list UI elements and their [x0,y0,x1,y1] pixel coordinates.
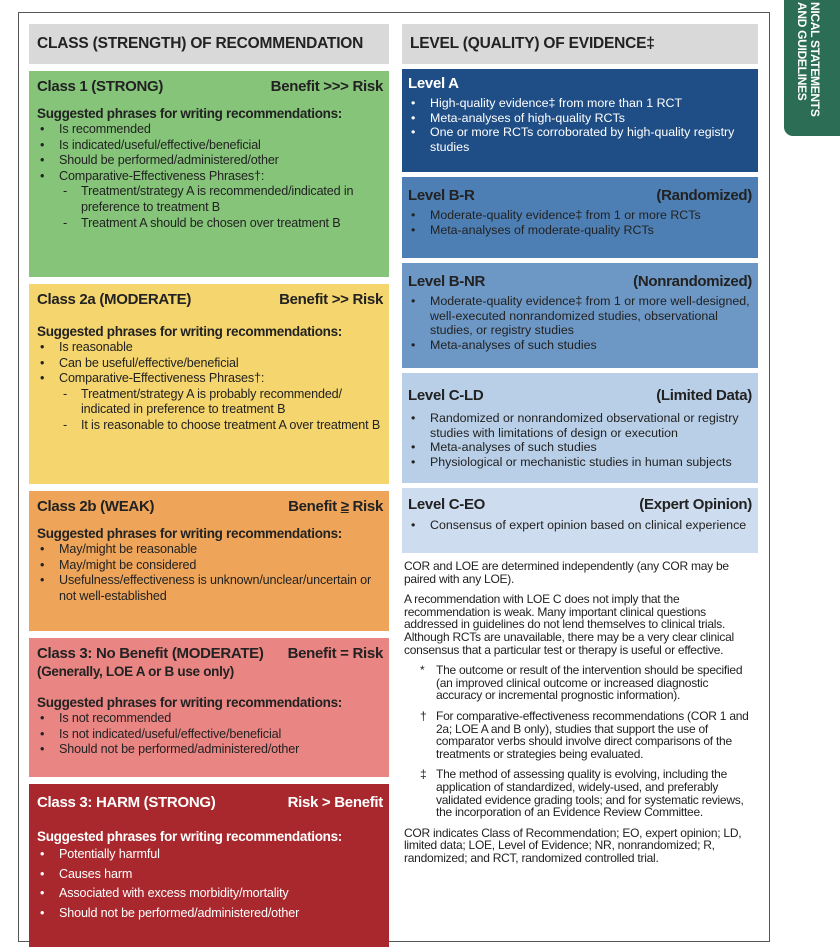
note-paragraph: COR and LOE are determined independently (any COR may be paired with any LOE). [404,559,729,586]
class-1-box [29,71,389,277]
list-subitem: - It is reasonable to choose treatment A over treatment B [37,418,383,434]
class-column-header: CLASS (STRENGTH) OF RECOMMENDATION [29,24,389,64]
class-ratio: Benefit = Risk [287,645,383,662]
class-ratio [288,497,383,516]
level-qualifier: (Expert Opinion) [639,496,752,513]
list-item: • Is reasonable [37,340,383,356]
level-title: Level C-LD [408,387,484,404]
recommendation-table [18,12,770,942]
list-item: • Is recommended [37,122,383,138]
notes-section [402,560,758,864]
list-item: • May/might be reasonable [37,542,383,558]
phrases-label: Suggested phrases for writing recommendations: [37,526,343,541]
footnote-symbol: † [420,708,427,723]
ratio-symbol: ≥ [340,498,349,515]
class-title: Class 3: HARM (STRONG) [37,794,216,811]
level-title: Level C-EO [408,496,486,513]
footnote-text: For comparative-effectiveness recommendations (COR 1 and 2a; LOE A and B only), studies that support the use of comparator verbs should involve direct comparisons of the treatments or strategies being evaluated. [436,708,749,761]
level-qualifier: (Limited Data) [656,387,752,404]
list-item: • Physiological or mechanistic studies in human subjects [408,455,752,470]
level-c-eo-box [402,488,758,553]
class-2a-box [29,284,389,484]
footnote [420,710,756,760]
phrase-list [37,542,383,604]
phrases-label: Suggested phrases for writing recommendations: [37,829,343,844]
side-tab-text [795,2,821,117]
level-title-row [408,386,752,405]
list-item: • Usefulness/effectiveness is unknown/unclear/uncertain or not well-established [37,573,383,604]
list-item: • Potentially harmful [37,845,383,865]
class-3-no-benefit-box [29,638,389,777]
list-item: • One or more RCTs corroborated by high-quality registry studies [408,125,752,154]
list-item: • Comparative-Effectiveness Phrases†: [37,169,383,185]
list-item: • Meta-analyses of high-quality RCTs [408,111,752,126]
level-a-box [402,69,758,172]
ratio-end: Risk [348,498,383,515]
class-subtitle: (Generally, LOE A or B use only) [37,664,234,679]
evidence-list [408,518,752,533]
class-2a-title-row [37,290,383,309]
phrases-label: Suggested phrases for writing recommendations: [37,324,343,339]
level-column [402,24,758,872]
level-b-nr-box [402,263,758,368]
note-paragraph: A recommendation with LOE C does not imply that the recommendation is weak. Many important clinical questions addressed in guidelines do not lend themselves to clinical trials. Although RCTs are unavailable, there may be a very clear clinical consensus that a particular test or therapy is useful or effective. [404,592,734,657]
level-c-ld-box [402,373,758,483]
level-title-row [408,186,752,205]
class-3-no-benefit-title-row [37,644,383,663]
list-item: • Can be useful/effective/beneficial [37,356,383,372]
list-item: • Comparative-Effectiveness Phrases†: [37,371,383,387]
class-ratio: Benefit >> Risk [279,291,383,308]
list-item: • Meta-analyses of such studies [408,440,752,455]
ratio-text: Benefit [288,498,341,515]
phrase-list [37,845,383,923]
list-item: • Is not indicated/useful/effective/beneficial [37,727,383,743]
level-column-header: LEVEL (QUALITY) OF EVIDENCE‡ [402,24,758,64]
list-item: • High-quality evidence‡ from more than 1 RCT [408,96,752,111]
class-3-harm-box [29,784,389,947]
evidence-list [408,208,752,237]
list-item: • Meta-analyses of such studies [408,338,752,353]
side-tab-line-1: NICAL STATEMENTS [808,2,822,117]
class-title: Class 3: No Benefit (MODERATE) [37,645,264,662]
list-subitem: - Treatment/strategy A is probably recommended/ indicated in preference to treatment B [37,387,383,418]
evidence-list [408,411,752,469]
list-item: • Should not be performed/administered/other [37,742,383,758]
list-item: • Should not be performed/administered/other [37,904,383,924]
class-2b-title-row [37,497,383,516]
list-item: • Causes harm [37,865,383,885]
footnote-symbol: ‡ [420,767,427,782]
list-item: • Moderate-quality evidence‡ from 1 or more RCTs [408,208,752,223]
class-1-title-row [37,77,383,96]
footnote [420,768,756,818]
evidence-list [408,294,752,352]
footnote [420,664,756,702]
class-3-harm-title-row [37,793,383,812]
phrases-label: Suggested phrases for writing recommendations: [37,695,343,710]
footnote-text: The outcome or result of the intervention should be specified (an improved clinical outcome or increased diagnostic accuracy or incremental prognostic information). [436,663,743,703]
list-item: • Meta-analyses of moderate-quality RCTs [408,223,752,238]
level-title-row [408,74,752,93]
phrases-label: Suggested phrases for writing recommendations: [37,106,343,121]
level-title-row [408,495,752,514]
evidence-list [408,96,752,154]
level-qualifier: (Randomized) [656,187,752,204]
list-item: • Is indicated/useful/effective/beneficial [37,138,383,154]
level-qualifier: (Nonrandomized) [633,273,752,290]
class-title: Class 2b (WEAK) [37,498,155,515]
phrase-list [37,340,383,434]
class-ratio: Risk > Benefit [287,794,383,811]
list-item: • Associated with excess morbidity/mortality [37,884,383,904]
class-ratio: Benefit >>> Risk [270,78,383,95]
class-title: Class 2a (MODERATE) [37,291,192,308]
level-title-row [408,272,752,291]
list-item: • Moderate-quality evidence‡ from 1 or more well-designed, well-executed nonrandomized studies, observational studies, or registry studies [408,294,752,338]
list-item: • May/might be considered [37,558,383,574]
list-item: • Randomized or nonrandomized observational or registry studies with limitations of design or execution [408,411,752,440]
abbreviations-note: COR indicates Class of Recommendation; EO, expert opinion; LD, limited data; LOE, Level of Evidence; NR, nonrandomized; R, randomized; and RCT, randomized controlled trial. [404,825,742,865]
list-item: • Is not recommended [37,711,383,727]
list-item: • Should be performed/administered/other [37,153,383,169]
list-item: • Consensus of expert opinion based on clinical experience [408,518,752,533]
class-2b-box [29,491,389,631]
list-subitem: - Treatment/strategy A is recommended/indicated in preference to treatment B [37,184,383,215]
class-title: Class 1 (STRONG) [37,78,164,95]
side-tab-line-2: AND GUIDELINES [795,2,809,101]
level-title: Level A [408,75,459,92]
phrase-list [37,711,383,758]
phrase-list [37,122,383,231]
level-title: Level B-R [408,187,475,204]
footnote-symbol: * [420,663,425,678]
footnote-text: The method of assessing quality is evolving, including the application of standardized, widely-used, and preferably validated evidence grading tools; and for systematic reviews, the incorporation of an Evidence Review Committee. [436,767,744,820]
level-b-r-box [402,177,758,258]
class-column [29,24,389,947]
level-title: Level B-NR [408,273,486,290]
list-subitem: - Treatment A should be chosen over treatment B [37,216,383,232]
